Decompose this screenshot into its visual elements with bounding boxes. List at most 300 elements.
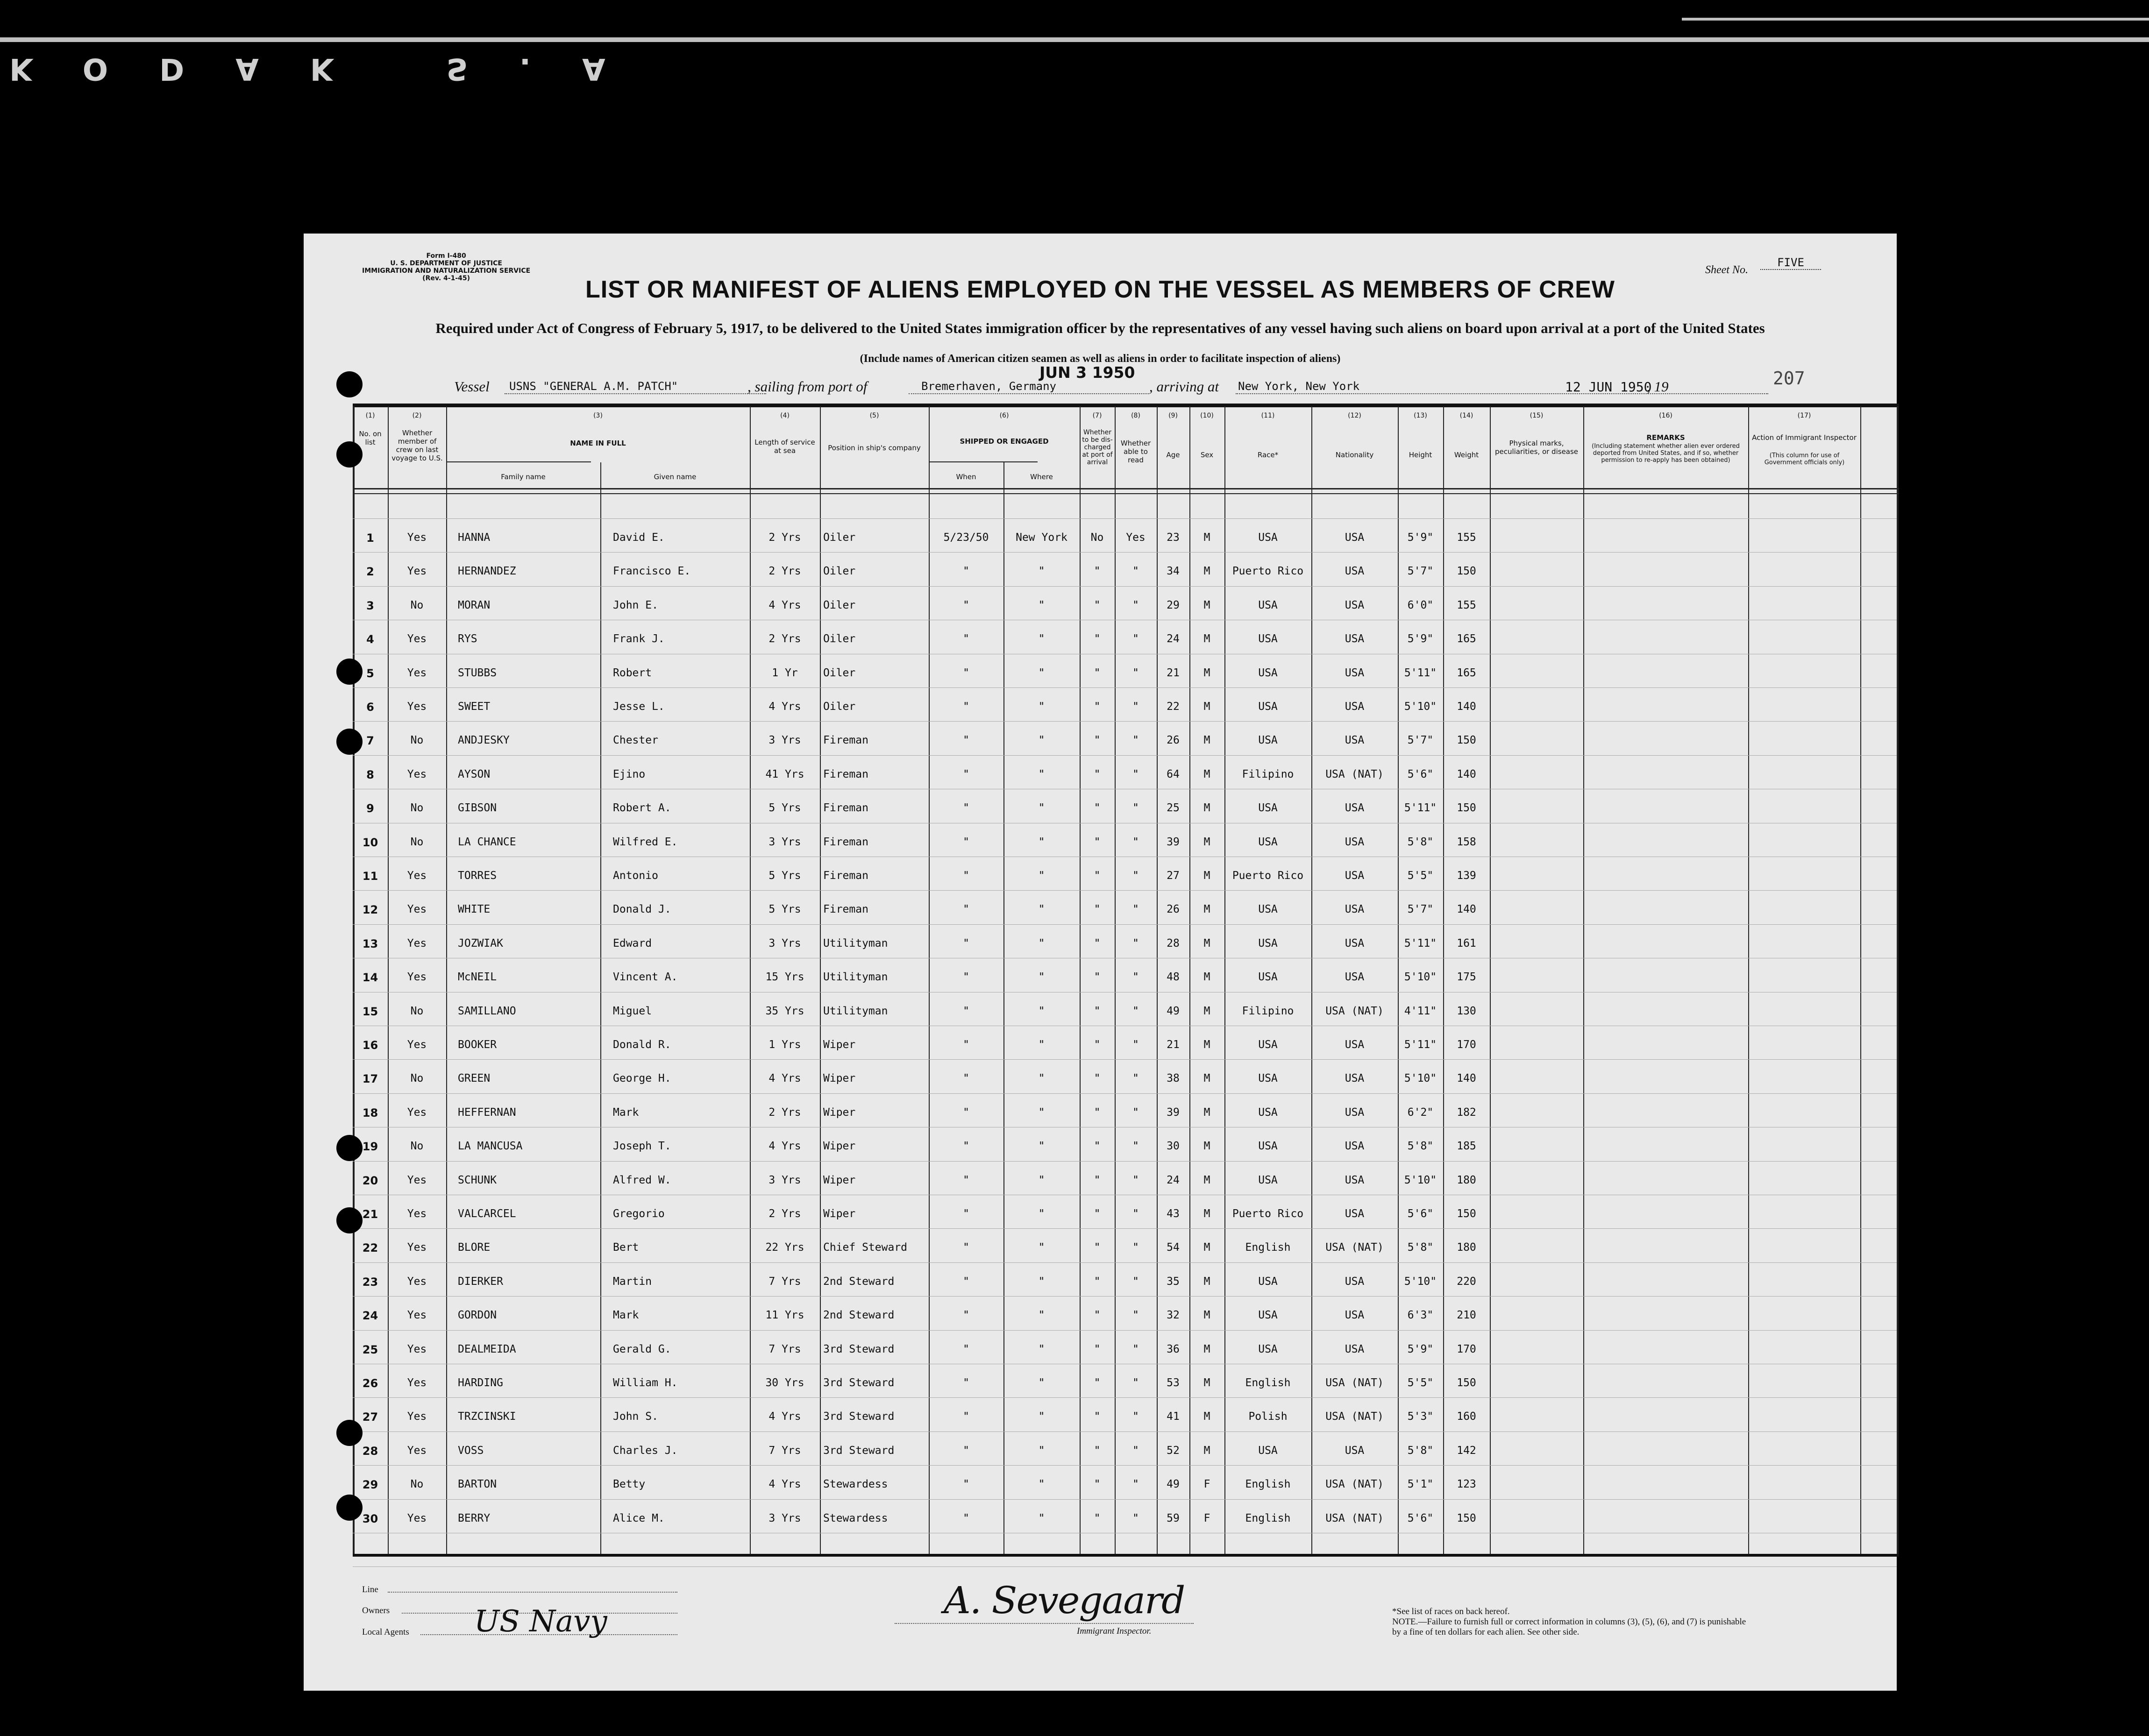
cell-race: USA — [1258, 836, 1278, 848]
cell-race: USA — [1258, 666, 1278, 679]
cell-where: " — [1038, 1275, 1045, 1288]
cell-given: Gerald G. — [613, 1343, 671, 1355]
cell-where: " — [1038, 802, 1045, 815]
cell-no: 6 — [366, 701, 374, 714]
cell-family: HERNANDEZ — [458, 565, 516, 578]
cell-age: 30 — [1167, 1140, 1180, 1153]
cell-sex: M — [1203, 1410, 1210, 1423]
film-edge — [0, 0, 2149, 86]
cell-race: Puerto Rico — [1232, 565, 1304, 578]
cell-family: JOZWIAK — [458, 937, 503, 949]
row-rule — [353, 755, 1897, 756]
cell-length: 4 Yrs — [769, 1072, 801, 1085]
cell-race: USA — [1258, 903, 1278, 916]
cell-length: 3 Yrs — [769, 734, 801, 747]
cell-no: 8 — [366, 768, 374, 781]
binder-hole — [336, 441, 363, 468]
header-previous-voyage: Whether member of crew on last voyage to U.S. — [391, 429, 443, 462]
cell-no: 15 — [362, 1005, 378, 1018]
shipped-subheader-rule — [929, 461, 1038, 462]
cell-sex: M — [1203, 971, 1210, 984]
cell-read: " — [1132, 666, 1139, 679]
cell-read: " — [1132, 599, 1139, 611]
cell-read: " — [1132, 971, 1139, 984]
cell-read: " — [1132, 802, 1139, 815]
cell-prev: Yes — [407, 1208, 427, 1220]
cell-weight: 210 — [1457, 1309, 1476, 1322]
cell-nat: USA — [1345, 1072, 1365, 1085]
film-edge-text: KODAK S.A — [9, 51, 657, 86]
cell-sex: F — [1203, 1512, 1210, 1524]
cell-given: Martin — [613, 1275, 652, 1288]
cell-sex: M — [1203, 1309, 1210, 1322]
cell-where: " — [1038, 1512, 1045, 1524]
cell-race: USA — [1258, 802, 1278, 815]
cell-read: " — [1132, 734, 1139, 747]
arriving-port: New York, New York — [1238, 380, 1360, 393]
binder-hole — [336, 1495, 363, 1521]
header-sex: Sex — [1200, 451, 1214, 459]
cell-given: John S. — [613, 1410, 658, 1423]
cell-prev: No — [410, 1478, 424, 1491]
cell-height: 5'7" — [1407, 903, 1434, 916]
local-agents-label: Local Agents — [362, 1627, 409, 1637]
cell-disch: " — [1094, 1410, 1101, 1423]
cell-nat: USA (NAT) — [1325, 1512, 1384, 1524]
vessel-label: Vessel — [454, 378, 490, 395]
column-number: (4) — [780, 412, 790, 419]
cell-age: 34 — [1167, 565, 1180, 578]
cell-height: 5'10" — [1404, 1275, 1437, 1288]
cell-height: 5'6" — [1407, 1208, 1434, 1220]
cell-where: " — [1038, 701, 1045, 713]
cell-given: Charles J. — [613, 1444, 678, 1457]
cell-sex: M — [1203, 1039, 1210, 1051]
column-rule — [1860, 406, 1861, 1555]
cell-age: 39 — [1167, 836, 1180, 848]
binder-hole — [336, 1135, 363, 1161]
cell-race: USA — [1258, 1444, 1278, 1457]
cell-prev: Yes — [407, 1174, 427, 1186]
binder-hole — [336, 1420, 363, 1446]
cell-length: 30 Yrs — [765, 1377, 804, 1389]
cell-given: Miguel — [613, 1005, 652, 1017]
cell-given: John E. — [613, 599, 658, 611]
table-top-rule — [353, 404, 1899, 407]
column-rule — [600, 462, 601, 1555]
cell-no: 2 — [366, 565, 374, 579]
arriving-fill-line — [1236, 393, 1768, 394]
cell-read: " — [1132, 1343, 1139, 1355]
cell-where: " — [1038, 1478, 1045, 1491]
cell-disch: " — [1094, 1444, 1101, 1457]
cell-no: 16 — [362, 1039, 378, 1052]
cell-position: Fireman — [823, 768, 868, 780]
cell-when: " — [963, 870, 969, 882]
cell-family: SCHUNK — [458, 1174, 497, 1186]
cell-family: HANNA — [458, 531, 491, 544]
header-nationality: Nationality — [1335, 451, 1374, 459]
cell-read: " — [1132, 1005, 1139, 1017]
cell-race: Polish — [1248, 1410, 1288, 1423]
cell-nat: USA — [1345, 971, 1365, 984]
row-rule — [353, 1059, 1897, 1060]
form-title: LIST OR MANIFEST OF ALIENS EMPLOYED ON THE VESSEL AS MEMBERS OF CREW — [585, 276, 1615, 303]
cell-sex: M — [1203, 1241, 1210, 1254]
cell-disch: " — [1094, 1208, 1101, 1220]
cell-where: " — [1038, 768, 1045, 780]
cell-weight: 150 — [1457, 802, 1476, 815]
cell-given: Betty — [613, 1478, 646, 1491]
cell-position: 3rd Steward — [823, 1377, 895, 1389]
cell-sex: M — [1203, 1275, 1210, 1288]
cell-family: BLORE — [458, 1241, 491, 1254]
column-rule — [1583, 406, 1584, 1555]
column-rule — [1748, 406, 1749, 1555]
cell-nat: USA (NAT) — [1325, 1410, 1384, 1423]
cell-when: " — [963, 1241, 969, 1254]
cell-height: 5'5" — [1407, 1377, 1434, 1389]
cell-sex: M — [1203, 1072, 1210, 1085]
cell-when: 5/23/50 — [943, 531, 989, 544]
cell-length: 2 Yrs — [769, 1208, 801, 1220]
cell-no: 4 — [366, 633, 374, 646]
cell-nat: USA — [1345, 1309, 1365, 1322]
cell-given: Joseph T. — [613, 1140, 671, 1153]
cell-read: " — [1132, 1444, 1139, 1457]
cell-age: 28 — [1167, 937, 1180, 949]
cell-where: " — [1038, 1444, 1045, 1457]
cell-nat: USA — [1345, 802, 1365, 815]
cell-nat: USA — [1345, 1106, 1365, 1119]
cell-age: 59 — [1167, 1512, 1180, 1524]
cell-when: " — [963, 836, 969, 848]
cell-length: 7 Yrs — [769, 1343, 801, 1355]
cell-age: 25 — [1167, 802, 1180, 815]
cell-sex: M — [1203, 1208, 1210, 1220]
cell-age: 38 — [1167, 1072, 1180, 1085]
cell-height: 6'3" — [1407, 1309, 1434, 1322]
cell-race: USA — [1258, 1309, 1278, 1322]
cell-nat: USA — [1345, 836, 1365, 848]
cell-race: USA — [1258, 1343, 1278, 1355]
cell-where: " — [1038, 1241, 1045, 1254]
cell-sex: M — [1203, 599, 1210, 611]
cell-length: 4 Yrs — [769, 1410, 801, 1423]
cell-height: 5'8" — [1407, 1444, 1434, 1457]
cell-age: 26 — [1167, 734, 1180, 747]
row-rule — [353, 1161, 1897, 1162]
cell-disch: " — [1094, 1005, 1101, 1017]
cell-read: " — [1132, 1410, 1139, 1423]
cell-given: Donald J. — [613, 903, 671, 916]
cell-race: English — [1245, 1377, 1291, 1389]
column-number: (14) — [1459, 412, 1473, 419]
cell-sex: F — [1203, 1478, 1210, 1491]
form-id-line: IMMIGRATION AND NATURALIZATION SERVICE — [362, 267, 531, 275]
sailing-port: Bremerhaven, Germany — [921, 380, 1056, 393]
cell-disch: " — [1094, 599, 1101, 611]
cell-height: 5'9" — [1407, 531, 1434, 544]
form-id-line: U. S. DEPARTMENT OF JUSTICE — [390, 260, 502, 267]
cell-race: USA — [1258, 1072, 1278, 1085]
cell-sex: M — [1203, 1174, 1210, 1186]
cell-given: Gregorio — [613, 1208, 665, 1220]
cell-age: 52 — [1167, 1444, 1180, 1457]
cell-when: " — [963, 1039, 969, 1051]
cell-disch: " — [1094, 937, 1101, 949]
cell-height: 5'1" — [1407, 1478, 1434, 1491]
cell-disch: " — [1094, 802, 1101, 815]
cell-prev: Yes — [407, 1039, 427, 1051]
cell-read: " — [1132, 903, 1139, 916]
cell-position: Wiper — [823, 1106, 856, 1119]
cell-disch: " — [1094, 1275, 1101, 1288]
cell-nat: USA — [1345, 1039, 1365, 1051]
header-weight: Weight — [1454, 451, 1479, 459]
cell-length: 5 Yrs — [769, 802, 801, 815]
cell-no: 3 — [366, 599, 374, 612]
cell-family: HEFFERNAN — [458, 1106, 516, 1119]
cell-height: 5'8" — [1407, 1140, 1434, 1153]
cell-position: 3rd Steward — [823, 1444, 895, 1457]
cell-no: 18 — [362, 1106, 378, 1120]
cell-nat: USA — [1345, 666, 1365, 679]
cell-sex: M — [1203, 531, 1210, 544]
cell-read: " — [1132, 1174, 1139, 1186]
cell-position: Stewardess — [823, 1512, 888, 1524]
cell-family: STUBBS — [458, 666, 497, 679]
cell-read: " — [1132, 870, 1139, 882]
cell-weight: 139 — [1457, 870, 1476, 882]
cell-position: Chief Steward — [823, 1241, 908, 1254]
cell-prev: No — [410, 1005, 424, 1017]
cell-where: " — [1038, 903, 1045, 916]
row-rule — [353, 687, 1897, 688]
cell-given: Antonio — [613, 870, 658, 882]
cell-disch: " — [1094, 1039, 1101, 1051]
cell-read: " — [1132, 1072, 1139, 1085]
cell-family: McNEIL — [458, 971, 497, 984]
cell-height: 5'6" — [1407, 1512, 1434, 1524]
cell-age: 53 — [1167, 1377, 1180, 1389]
cell-no: 20 — [362, 1174, 378, 1187]
column-number: (11) — [1261, 412, 1275, 419]
cell-disch: " — [1094, 836, 1101, 848]
cell-length: 4 Yrs — [769, 1478, 801, 1491]
cell-position: Wiper — [823, 1072, 856, 1085]
cell-sex: M — [1203, 734, 1210, 747]
cell-family: AYSON — [458, 768, 491, 780]
cell-race: USA — [1258, 1174, 1278, 1186]
cell-race: USA — [1258, 1106, 1278, 1119]
cell-height: 5'3" — [1407, 1410, 1434, 1423]
header-discharged: Whether to be dis-charged at port of arrival — [1082, 429, 1113, 466]
cell-where: " — [1038, 1208, 1045, 1220]
cell-sex: M — [1203, 633, 1210, 645]
cell-weight: 175 — [1457, 971, 1476, 984]
cell-given: William H. — [613, 1377, 678, 1389]
cell-nat: USA — [1345, 1444, 1365, 1457]
cell-sex: M — [1203, 937, 1210, 949]
cell-read: " — [1132, 1478, 1139, 1491]
cell-weight: 140 — [1457, 701, 1476, 713]
sheet-number-value: FIVE — [1760, 256, 1821, 270]
cell-length: 5 Yrs — [769, 903, 801, 916]
cell-position: Stewardess — [823, 1478, 888, 1491]
column-number: (10) — [1200, 412, 1214, 419]
form-id-line: Form I-480 — [426, 252, 466, 260]
cell-given: Alice M. — [613, 1512, 665, 1524]
cell-disch: " — [1094, 1377, 1101, 1389]
cell-prev: Yes — [407, 937, 427, 949]
cell-read: " — [1132, 937, 1139, 949]
cell-position: Fireman — [823, 836, 868, 848]
cell-family: BERRY — [458, 1512, 491, 1524]
column-number: (13) — [1414, 412, 1427, 419]
cell-length: 3 Yrs — [769, 836, 801, 848]
cell-no: 9 — [366, 802, 374, 815]
cell-position: Wiper — [823, 1208, 856, 1220]
cell-position: Wiper — [823, 1039, 856, 1051]
binder-hole — [336, 659, 363, 685]
form-subtitle: Required under Act of Congress of February 5, 1917, to be delivered to the United States immigration officer by the representatives of any vessel having such aliens on board upon arrival at a port of the United States — [435, 320, 1765, 336]
cell-disch: " — [1094, 1512, 1101, 1524]
header-able-to-read: Whether able to read — [1120, 439, 1151, 464]
cell-when: " — [963, 1343, 969, 1355]
film-edge-line-upper — [1682, 18, 2149, 21]
cell-given: Chester — [613, 734, 658, 747]
cell-where: " — [1038, 971, 1045, 984]
cell-when: " — [963, 1072, 969, 1085]
cell-height: 5'7" — [1407, 565, 1434, 578]
cell-nat: USA — [1345, 1208, 1365, 1220]
cell-read: " — [1132, 565, 1139, 578]
cell-no: 25 — [362, 1343, 378, 1356]
cell-weight: 180 — [1457, 1241, 1476, 1254]
cell-weight: 140 — [1457, 768, 1476, 780]
arriving-label: , arriving at — [1149, 378, 1219, 395]
cell-weight: 140 — [1457, 903, 1476, 916]
cell-when: " — [963, 1410, 969, 1423]
cell-no: 12 — [362, 903, 378, 917]
cell-race: Filipino — [1242, 1005, 1294, 1017]
header-remarks-note: (Including statement whether alien ever ordered deported from United States, and if so, whether permission to re-apply has been obtained) — [1592, 443, 1740, 464]
cell-where: " — [1038, 1377, 1045, 1389]
row-rule — [353, 518, 1897, 519]
cell-weight: 150 — [1457, 1208, 1476, 1220]
cell-race: USA — [1258, 971, 1278, 984]
cell-given: Robert A. — [613, 802, 671, 815]
cell-where: " — [1038, 1140, 1045, 1153]
column-number: (17) — [1797, 412, 1811, 419]
cell-where: " — [1038, 870, 1045, 882]
cell-sex: M — [1203, 701, 1210, 713]
cell-height: 5'11" — [1404, 802, 1437, 815]
cell-sex: M — [1203, 768, 1210, 780]
cell-no: 29 — [362, 1478, 378, 1492]
cell-family: GORDON — [458, 1309, 497, 1322]
cell-given: Alfred W. — [613, 1174, 671, 1186]
cell-prev: Yes — [407, 1309, 427, 1322]
cell-position: Wiper — [823, 1140, 856, 1153]
cell-weight: 170 — [1457, 1039, 1476, 1051]
row-rule — [353, 552, 1897, 553]
cell-position: 3rd Steward — [823, 1410, 895, 1423]
cell-prev: Yes — [407, 1106, 427, 1119]
cell-length: 2 Yrs — [769, 565, 801, 578]
cell-when: " — [963, 1444, 969, 1457]
row-rule — [353, 1499, 1897, 1500]
cell-sex: M — [1203, 1444, 1210, 1457]
cell-nat: USA (NAT) — [1325, 768, 1384, 780]
cell-given: Wilfred E. — [613, 836, 678, 848]
cell-prev: Yes — [407, 1241, 427, 1254]
cell-when: " — [963, 903, 969, 916]
cell-length: 15 Yrs — [765, 971, 804, 984]
cell-when: " — [963, 1174, 969, 1186]
cell-prev: No — [410, 836, 424, 848]
header-remarks: REMARKS — [1646, 433, 1685, 442]
cell-family: DIERKER — [458, 1275, 503, 1288]
cell-age: 49 — [1167, 1005, 1180, 1017]
cell-prev: Yes — [407, 768, 427, 780]
column-number: (16) — [1659, 412, 1672, 419]
cell-family: LA CHANCE — [458, 836, 516, 848]
cell-no: 19 — [362, 1140, 378, 1154]
cell-read: " — [1132, 1309, 1139, 1322]
cell-age: 35 — [1167, 1275, 1180, 1288]
cell-disch: " — [1094, 701, 1101, 713]
cell-age: 22 — [1167, 701, 1180, 713]
cell-race: Filipino — [1242, 768, 1294, 780]
table-header-rule — [353, 488, 1899, 489]
inspector-label: Immigrant Inspector. — [1077, 1626, 1152, 1636]
cell-weight: 155 — [1457, 531, 1476, 544]
cell-length: 1 Yr — [772, 666, 798, 679]
cell-read: " — [1132, 1106, 1139, 1119]
cell-race: USA — [1258, 531, 1278, 544]
cell-no: 1 — [366, 531, 374, 545]
table-header-rule — [353, 493, 1899, 494]
cell-nat: USA — [1345, 565, 1365, 578]
cell-family: SWEET — [458, 701, 491, 713]
cell-position: Utilityman — [823, 1005, 888, 1017]
cell-read: " — [1132, 1241, 1139, 1254]
cell-age: 48 — [1167, 971, 1180, 984]
vessel-fill-line — [505, 393, 766, 394]
cell-nat: USA (NAT) — [1325, 1377, 1384, 1389]
cell-nat: USA — [1345, 1275, 1365, 1288]
line-fill-line — [388, 1592, 677, 1593]
cell-family: ANDJESKY — [458, 734, 510, 747]
cell-length: 4 Yrs — [769, 701, 801, 713]
cell-when: " — [963, 565, 969, 578]
cell-read: " — [1132, 1512, 1139, 1524]
cell-where: " — [1038, 1039, 1045, 1051]
cell-read: " — [1132, 1377, 1139, 1389]
header-when: When — [956, 473, 976, 481]
cell-length: 5 Yrs — [769, 870, 801, 882]
cell-prev: Yes — [407, 903, 427, 916]
owners-label: Owners — [362, 1606, 390, 1616]
cell-prev: Yes — [407, 633, 427, 645]
cell-disch: " — [1094, 971, 1101, 984]
header-given-name: Given name — [654, 473, 697, 481]
signature-line — [895, 1623, 1194, 1624]
races-note: *See list of races on back hereof. — [1392, 1607, 1510, 1616]
cell-weight: 182 — [1457, 1106, 1476, 1119]
